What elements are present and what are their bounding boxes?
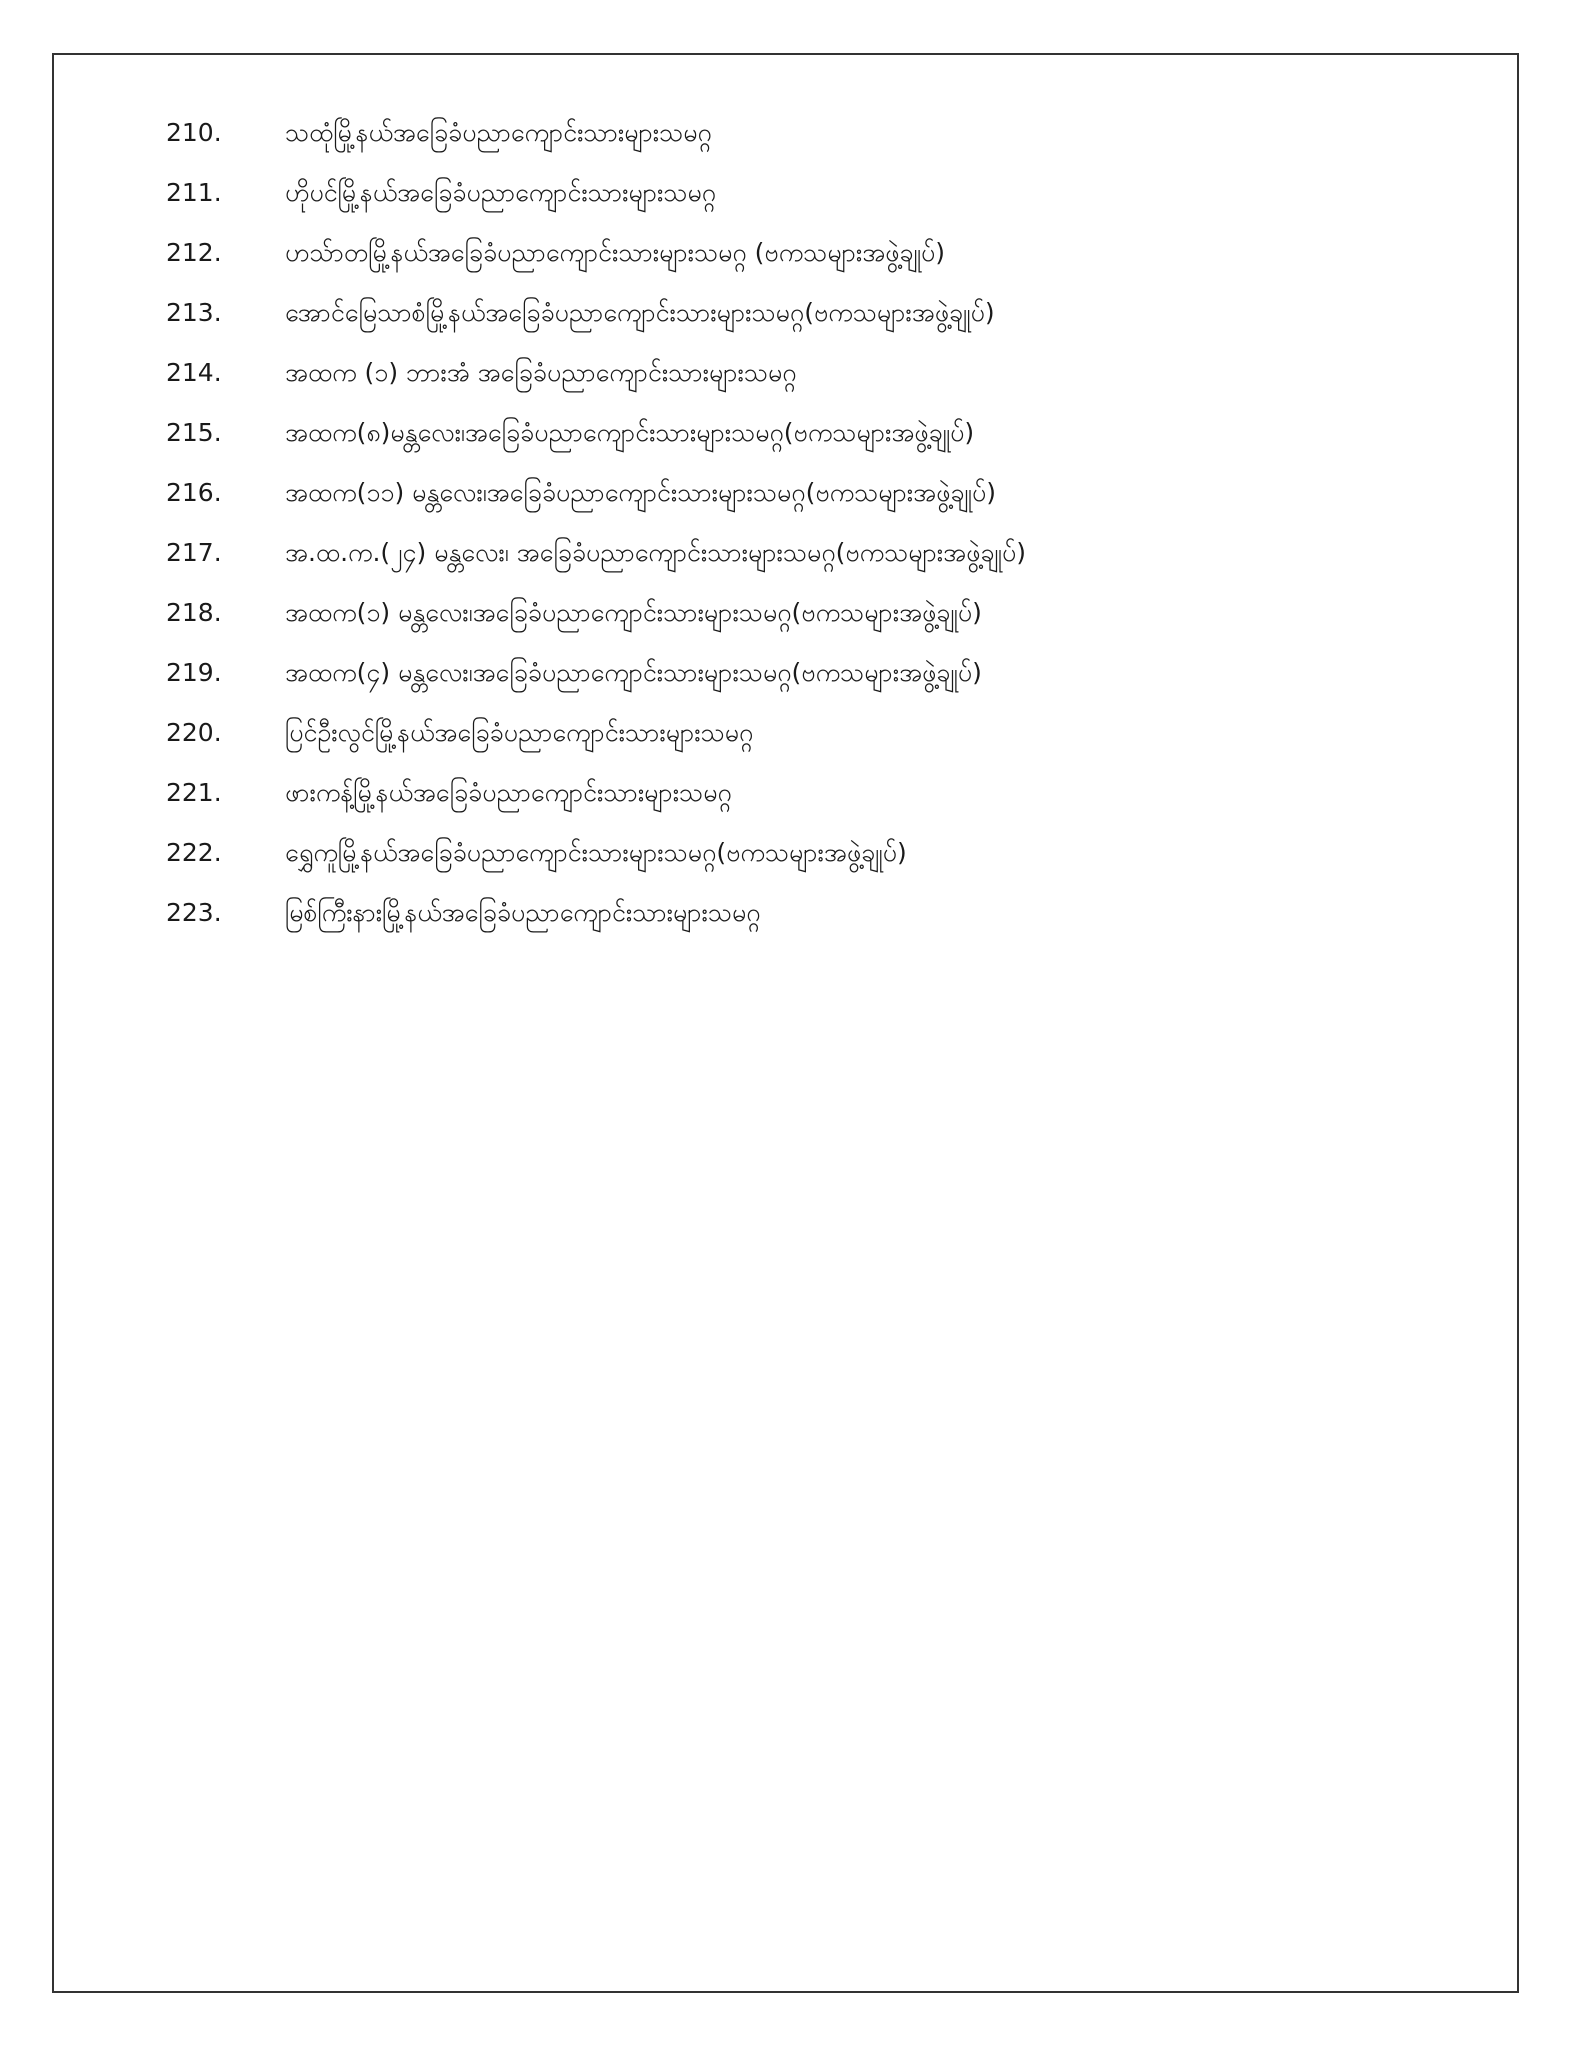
list-item bbox=[54, 403, 1517, 463]
entry-text: အထက(၁) မန္တလေး၊အခြေခံပညာကျောင်းသားများသမဂ္ဂ(ဗကသများအဖွဲ့ချုပ်) bbox=[285, 598, 982, 627]
entry-text: ဟသ်ာတမြို့နယ်အခြေခံပညာကျောင်းသားများသမဂ္ဂ (ဗကသများအဖွဲ့ချုပ်) bbox=[285, 238, 946, 267]
entry-number: 220. bbox=[166, 718, 222, 747]
entry-number: 213. bbox=[166, 298, 222, 327]
entry-number: 221. bbox=[166, 778, 222, 807]
entry-number: 214. bbox=[166, 358, 222, 387]
entry-text: ပြင်ဦးလွင်မြို့နယ်အခြေခံပညာကျောင်းသားများသမဂ္ဂ bbox=[285, 718, 754, 747]
entry-number: 210. bbox=[166, 118, 222, 147]
entry-text: အထက(၁၁) မန္တလေး၊အခြေခံပညာကျောင်းသားများသမဂ္ဂ(ဗကသများအဖွဲ့ချုပ်) bbox=[285, 478, 996, 507]
entry-number: 217. bbox=[166, 538, 222, 567]
entry-number: 212. bbox=[166, 238, 222, 267]
list-item bbox=[54, 283, 1517, 343]
list-item bbox=[54, 763, 1517, 823]
list-item bbox=[54, 523, 1517, 583]
list-item bbox=[54, 823, 1517, 883]
entry-text: အထက(၈)မန္တလေး၊အခြေခံပညာကျောင်းသားများသမဂ္ဂ(ဗကသများအဖွဲ့ချုပ်) bbox=[285, 418, 975, 447]
list-item bbox=[54, 103, 1517, 163]
entry-number: 223. bbox=[166, 898, 222, 927]
entry-text: အောင်မြေသာစံမြို့နယ်အခြေခံပညာကျောင်းသားများသမဂ္ဂ(ဗကသများအဖွဲ့ချုပ်) bbox=[285, 298, 995, 327]
entry-text: ရွှေကူမြို့နယ်အခြေခံပညာကျောင်းသားများသမဂ္ဂ(ဗကသများအဖွဲ့ချုပ်) bbox=[285, 838, 907, 867]
entry-text: သထုံမြို့နယ်အခြေခံပညာကျောင်းသားများသမဂ္ဂ bbox=[285, 118, 712, 147]
entry-text: ဖားကန့်မြို့နယ်အခြေခံပညာကျောင်းသားများသမဂ္ဂ bbox=[285, 778, 732, 807]
entry-text: ဟိုပင်မြို့နယ်အခြေခံပညာကျောင်းသားများသမဂ္ဂ bbox=[285, 178, 717, 207]
entry-text: အ.ထ.က.(၂၄) မန္တလေး၊ အခြေခံပညာကျောင်းသားများသမဂ္ဂ(ဗကသများအဖွဲ့ချုပ်) bbox=[285, 538, 1026, 567]
entry-number: 216. bbox=[166, 478, 222, 507]
entry-text: အထက (၁) ဘားအံ အခြေခံပညာကျောင်းသားများသမဂ္ဂ bbox=[285, 358, 797, 387]
list-item bbox=[54, 883, 1517, 943]
list-item bbox=[54, 643, 1517, 703]
list-item bbox=[54, 463, 1517, 523]
list-item bbox=[54, 703, 1517, 763]
entry-text: အထက(၄) မန္တလေး၊အခြေခံပညာကျောင်းသားများသမဂ္ဂ(ဗကသများအဖွဲ့ချုပ်) bbox=[285, 658, 982, 687]
entry-number: 219. bbox=[166, 658, 222, 687]
entry-text: မြစ်ကြီးနားမြို့နယ်အခြေခံပညာကျောင်းသားများသမဂ္ဂ bbox=[285, 898, 761, 927]
list-item bbox=[54, 583, 1517, 643]
page-frame bbox=[52, 53, 1519, 1993]
entry-number: 211. bbox=[166, 178, 222, 207]
list-item bbox=[54, 223, 1517, 283]
list-item bbox=[54, 343, 1517, 403]
entry-number: 222. bbox=[166, 838, 222, 867]
entry-number: 218. bbox=[166, 598, 222, 627]
list-item bbox=[54, 163, 1517, 223]
entry-number: 215. bbox=[166, 418, 222, 447]
